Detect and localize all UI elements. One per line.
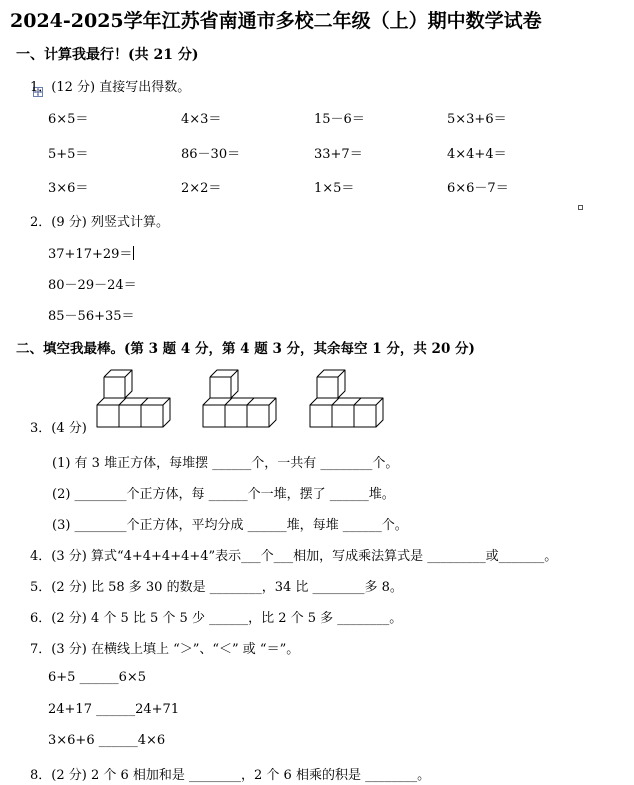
q8-text: 8．(2 分) 2 个 6 相加和是 ________，2 个 6 相乘的积是 ________。 — [30, 768, 431, 783]
q7-label: 7．(3 分) 在横线上填上 “＞”、“＜” 或 “＝”。 — [30, 642, 300, 657]
q1-cell: 4×3＝ — [181, 112, 222, 127]
cube-pile-1 — [97, 370, 170, 427]
q3-label: 3．(4 分) — [30, 421, 87, 436]
q1-cell: 5×3+6＝ — [447, 112, 507, 127]
q1-cell: 1×5＝ — [314, 181, 355, 196]
q4-text: 4．(3 分) 算式“4+4+4+4+4”表示___个___相加，写成乘法算式是 _________或_______。 — [30, 549, 558, 564]
q1-cell: 2×2＝ — [181, 181, 222, 196]
q2-item: 85－56+35＝ — [48, 309, 135, 324]
section-2-heading: 二、填空我最棒。(第 3 题 4 分，第 4 题 3 分，其余每空 1 分，共 20 分) — [16, 341, 475, 357]
cube-pile-2 — [203, 370, 276, 427]
paragraph-marker — [578, 205, 583, 210]
q2-item: 80－29－24＝ — [48, 278, 137, 293]
q7-item: 3×6+6 ______4×6 — [48, 733, 166, 748]
q6-text: 6．(2 分) 4 个 5 比 5 个 5 少 ______，比 2 个 5 多 ________。 — [30, 611, 403, 626]
q1-cell: 4×4+4＝ — [447, 147, 507, 162]
q1-cell: 6×5＝ — [48, 112, 89, 127]
q1-cell: 15－6＝ — [314, 112, 365, 127]
q7-item: 6+5 ______6×5 — [48, 670, 147, 685]
q1-cell: 86－30＝ — [181, 147, 241, 162]
q7-item: 24+17 ______24+71 — [48, 702, 180, 717]
q5-text: 5．(2 分) 比 58 多 30 的数是 ________，34 比 ________多 8。 — [30, 580, 403, 595]
q1-label: 1．(12 分) 直接写出得数。 — [30, 80, 191, 95]
q1-cell: 6×6－7＝ — [447, 181, 509, 196]
cube-pile-3 — [310, 370, 383, 427]
q3-line: (2) ________个正方体，每 ______个一堆，摆了 ______堆。 — [52, 487, 395, 502]
q1-cell: 3×6＝ — [48, 181, 89, 196]
q1-cell: 5+5＝ — [48, 147, 89, 162]
q2-label: 2．(9 分) 列竖式计算。 — [30, 215, 169, 230]
q3-line: (1) 有 3 堆正方体，每堆摆 ______个，一共有 ________个。 — [52, 456, 399, 471]
q3-line: (3) ________个正方体，平均分成 ______堆，每堆 ______个。 — [52, 518, 408, 533]
page-title: 2024-2025学年江苏省南通市多校二年级（上）期中数学试卷 — [10, 10, 542, 32]
q1-cell: 33+7＝ — [314, 147, 363, 162]
section-1-heading: 一、计算我最行！(共 21 分) — [16, 47, 199, 63]
text-cursor — [133, 246, 134, 260]
q2-item-text: 37+17+29＝ — [48, 247, 133, 262]
q2-item — [48, 243, 134, 262]
cube-piles-figure — [96, 368, 396, 436]
